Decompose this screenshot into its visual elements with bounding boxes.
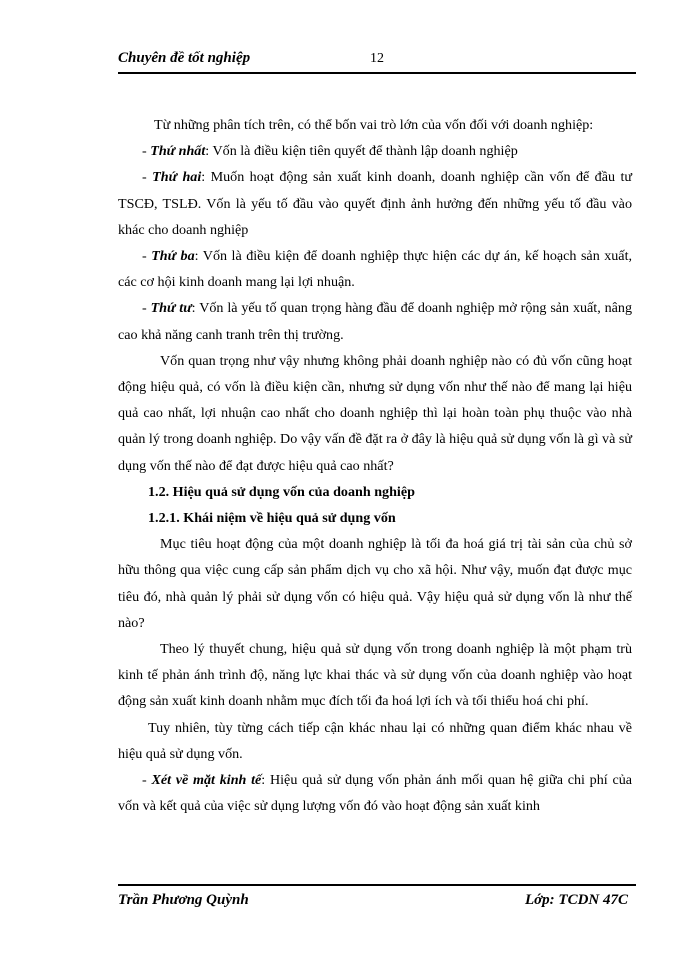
class-label: Lớp: TCDN 47C (524, 892, 628, 908)
importance-paragraph: Vốn quan trọng như vậy nhưng không phải doanh nghiệp nào có đủ vốn cũng hoạt động hiệu quả, có vốn là điều kiện cần, nhưng sử dụng vốn như thế nào để mang lại hiệu quả cao nhất, lợi nhuận cao nhất cho doanh nghiệp thì lại hoàn toàn phụ thuộc vào nhà quản lý trong doanh nghiệp. Do vậy vấn đề đặt ra ở đây là hiệu quả sử dụng vốn là gì và sử dụng vốn thế nào để đạt được hiệu quả cao nhất? (118, 352, 632, 474)
goal-paragraph: Mục tiêu hoạt động của một doanh nghiệp là tối đa hoá giá trị tài sản của chủ sở hữu thông qua việc cung cấp sản phẩm dịch vụ cho xã hội. Như vậy, muốn đạt được mục tiêu đó, nhà quản lý phải sử dụng vốn có hiệu quả. Vậy hiệu quả sử dụng vốn là như thế nào? (118, 536, 632, 631)
economic-text: : Hiệu quả sử dụng vốn phản ánh mối quan hệ giữa chi phí của vốn và kết quả của việc sử dụng lượng vốn đó vào hoạt động sản xuất kinh (118, 772, 632, 815)
footer-rule (118, 884, 636, 886)
role-label: Thứ ba (151, 248, 195, 265)
role-label: Thứ nhất (150, 143, 206, 160)
role-text: : Vốn là yếu tố quan trọng hàng đầu để doanh nghiệp mở rộng sản xuất, nâng cao khả năng canh tranh trên thị trường. (118, 300, 632, 343)
header-rule (118, 72, 636, 74)
role-item-4: - Thứ tư: Vốn là yếu tố quan trọng hàng đầu để doanh nghiệp mở rộng sản xuất, nâng cao khả năng canh tranh trên thị trường. (118, 300, 632, 343)
subsection-heading: 1.2.1. Khái niệm về hiệu quả sử dụng vốn (148, 510, 396, 527)
page-number: 12 (370, 51, 384, 66)
intro-paragraph: Từ những phân tích trên, có thể bốn vai trò lớn của vốn đối với doanh nghiệp: (154, 117, 594, 133)
role-item-2: - Thứ hai: Muốn hoạt động sản xuất kinh doanh, doanh nghiệp cần vốn để đầu tư TSCĐ, TSLĐ. Vốn là yếu tố đầu vào quyết định ảnh hưởng đến những yếu tố đầu vào khác cho doanh nghiệp (118, 169, 633, 238)
role-label: Thứ hai (152, 169, 202, 186)
role-text: : Vốn là điều kiện để doanh nghiệp thực hiện các dự án, kế hoạch sản xuất, các cơ hội kinh doanh mang lại lợi nhuận. (118, 248, 633, 291)
page-body (118, 112, 632, 819)
role-item-1: - Thứ nhất: Vốn là điều kiện tiên quyết để thành lập doanh nghiệp (142, 143, 518, 160)
economic-paragraph: - Xét về mặt kinh tế: Hiệu quả sử dụng vốn phản ánh mối quan hệ giữa chi phí của vốn và kết quả của việc sử dụng lượng vốn đó vào hoạt động sản xuất kinh (118, 772, 632, 815)
role-item-3: - Thứ ba: Vốn là điều kiện để doanh nghiệp thực hiện các dự án, kế hoạch sản xuất, các cơ hội kinh doanh mang lại lợi nhuận. (118, 248, 633, 291)
document-title: Chuyên đề tốt nghiệp (118, 50, 251, 66)
theory-paragraph: Theo lý thuyết chung, hiệu quả sử dụng vốn trong doanh nghiệp là một phạm trù kinh tế phản ánh trình độ, năng lực khai thác và sử dụng vốn của doanh nghiệp vào hoạt động sản xuất kinh doanh nhằm mục đích tối đa hoá lợi ích và tối thiểu hoá chi phí. (118, 641, 632, 710)
role-text: : Vốn là điều kiện tiên quyết để thành lập doanh nghiệp (205, 143, 518, 160)
role-text: : Muốn hoạt động sản xuất kinh doanh, doanh nghiệp cần vốn để đầu tư TSCĐ, TSLĐ. Vốn là yếu tố đầu vào quyết định ảnh hưởng đến những yếu tố đầu vào khác cho doanh nghiệp (118, 169, 633, 238)
section-heading: 1.2. Hiệu quả sử dụng vốn của doanh nghiệp (148, 483, 415, 500)
economic-label: Xét về mặt kinh tế (151, 772, 262, 789)
views-paragraph: Tuy nhiên, tùy từng cách tiếp cận khác nhau lại có những quan điểm khác nhau về hiệu quả sử dụng vốn. (118, 719, 632, 762)
author-name: Trần Phương Quỳnh (118, 892, 249, 908)
page-header (118, 50, 638, 74)
role-label: Thứ tư (150, 300, 192, 317)
page-footer (118, 884, 638, 914)
